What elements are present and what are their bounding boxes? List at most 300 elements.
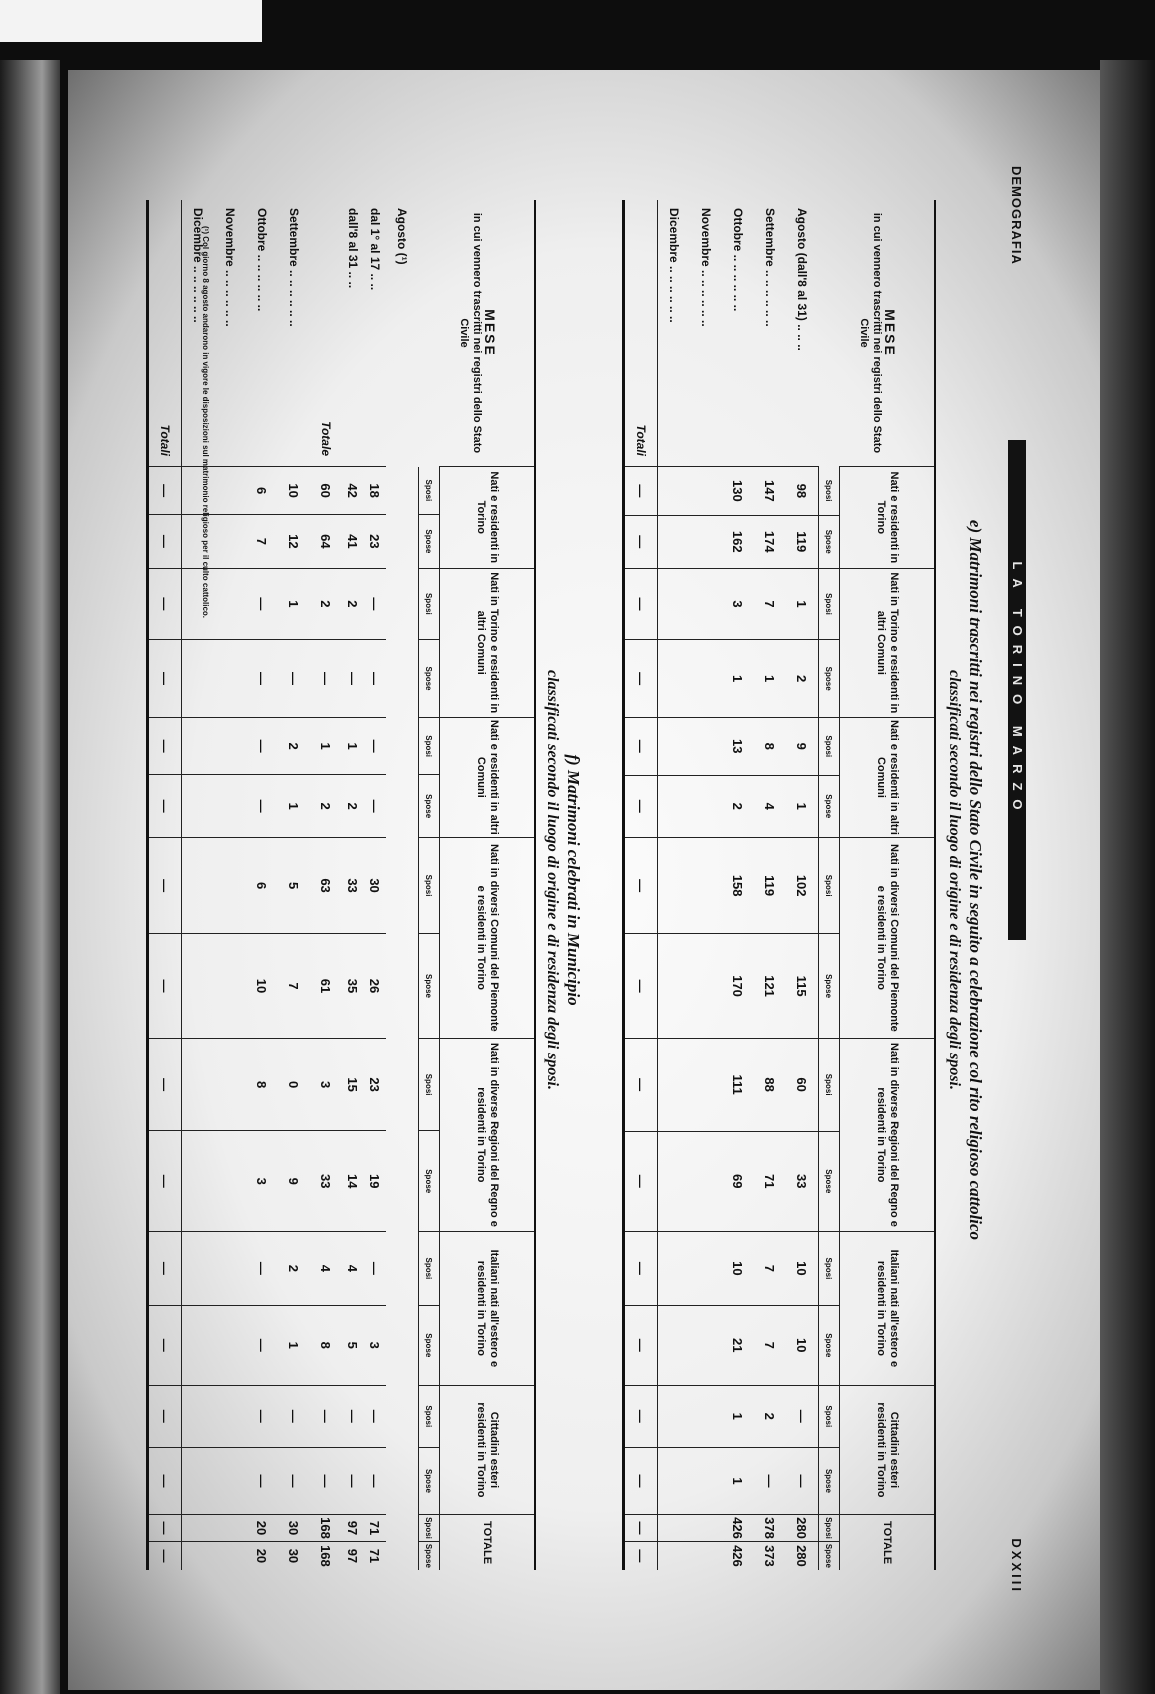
table_e-cell: 1 xyxy=(722,640,754,718)
table-e-title-line2: classificati secondo il luogo di origine e di residenza degli sposi. xyxy=(946,670,963,1090)
table_e-cell xyxy=(690,1541,722,1570)
table_f-cell xyxy=(214,1447,246,1514)
table_f-cell xyxy=(182,837,215,933)
table_f-cell: 30 xyxy=(364,837,386,933)
table_e-cell: — xyxy=(624,568,658,640)
table_f-cell: — xyxy=(148,640,182,718)
table_f-cell xyxy=(182,1447,215,1514)
table_f-cell: 12 xyxy=(278,515,310,568)
table_e-cell: 158 xyxy=(722,837,754,933)
table_e-cell xyxy=(690,775,722,837)
paper-edge xyxy=(0,0,262,42)
table_f-cell: — xyxy=(310,640,342,718)
table_f-cell: 71 xyxy=(364,1541,386,1570)
table_f-cell xyxy=(214,775,246,837)
table_f-cell xyxy=(214,934,246,1038)
table_e-row xyxy=(754,200,786,1570)
table_e-cell: 13 xyxy=(722,717,754,775)
table_f-cell xyxy=(182,775,215,837)
table_f-group-header: Nati in Torino e residenti in altri Comuni xyxy=(440,568,536,717)
table_e-cell: — xyxy=(624,1541,658,1570)
table_e-cell: — xyxy=(624,1305,658,1385)
table_e-cell xyxy=(690,1385,722,1447)
table_f-group-header: Nati in diverse Regioni del Regno e residenti in Torino xyxy=(440,1038,536,1231)
table_e-cell: — xyxy=(624,1447,658,1514)
table_e-cell: 102 xyxy=(786,837,819,933)
table_f-cell: — xyxy=(246,640,278,718)
table_f-cell: 1 xyxy=(278,1305,310,1385)
footnote: (¹) Col giorno 8 agosto andarono in vigore le disposizioni sul matrimonio religioso per il culto cattolico. xyxy=(201,226,210,619)
table_f-cell: — xyxy=(342,640,364,718)
table_f-sposi-header: Sposi xyxy=(419,1385,440,1447)
table_f-cell: 8 xyxy=(246,1038,278,1131)
table_f-cell: — xyxy=(148,1515,182,1542)
table_f-cell xyxy=(182,1515,215,1542)
table_e-cell xyxy=(690,467,722,516)
table_e-sposi-header: Sposi xyxy=(819,467,840,516)
table_e-cell xyxy=(690,1038,722,1131)
table_e-cell: 2 xyxy=(786,640,819,718)
table_e-group-header: Cittadini esteri residenti in Torino xyxy=(840,1385,936,1514)
header-section: DEMOGRAFIA xyxy=(1009,166,1024,265)
table_e-header-row xyxy=(840,200,936,1570)
table_e-cell: 21 xyxy=(722,1305,754,1385)
table_e-sposi-header: Sposi xyxy=(819,1038,840,1131)
table_f-cell: 1 xyxy=(278,568,310,640)
table_e-body xyxy=(624,200,819,1570)
table_f-cell: 23 xyxy=(364,515,386,568)
table_f-cell: — xyxy=(364,568,386,640)
table_e-cell: 10 xyxy=(786,1232,819,1306)
table_f-cell: — xyxy=(278,1385,310,1447)
table_f-cell: 10 xyxy=(246,934,278,1038)
table_f-cell: 23 xyxy=(364,1038,386,1131)
table_f-cell xyxy=(214,1305,246,1385)
table_e-cell: — xyxy=(624,1038,658,1131)
table_e-cell xyxy=(690,934,722,1038)
table_f-cell: — xyxy=(364,775,386,837)
table_e-row-label: Settembre .. .. .. .. .. .. xyxy=(763,208,777,327)
table_e-spose-header: Spose xyxy=(819,1305,840,1385)
table_f-cell: 168 xyxy=(310,1541,342,1570)
table_e-cell xyxy=(658,1385,691,1447)
table_e-group-header: Italiani nati all'estero e residenti in Torino xyxy=(840,1232,936,1386)
table_f-cell: 5 xyxy=(278,837,310,933)
table_e-cell: 170 xyxy=(722,934,754,1038)
table_e-cell: — xyxy=(624,775,658,837)
table_f-sposi-header: Sposi xyxy=(419,1038,440,1131)
table_f-row-label: Ottobre .. .. .. .. .. .. xyxy=(255,208,269,312)
table_f-cell: 61 xyxy=(310,934,342,1038)
table_f-row-label: Dicembre .. .. .. .. .. .. xyxy=(191,208,205,323)
table_f-cell: 2 xyxy=(310,775,342,837)
table_e-group-header: Nati e residenti in altri Comuni xyxy=(840,717,936,837)
table_f-cell: — xyxy=(148,515,182,568)
page-number: DXXIII xyxy=(1009,1538,1024,1594)
table_f-cell: 2 xyxy=(278,717,310,775)
table_e-cell: 130 xyxy=(722,467,754,516)
table_f-cell: — xyxy=(148,1231,182,1305)
table_e-cell xyxy=(658,717,691,775)
table_e-row-label: Ottobre .. .. .. .. .. .. xyxy=(731,208,745,312)
table_f-row-label: Settembre .. .. .. .. .. .. xyxy=(287,208,301,327)
table_e-cell: 426 xyxy=(722,1515,754,1542)
table_f-cell: 19 xyxy=(364,1131,386,1232)
table_e-cell: 69 xyxy=(722,1131,754,1231)
table_e-cell: 71 xyxy=(754,1131,786,1231)
table_f-cell: 2 xyxy=(342,775,364,837)
table_f-cell: 35 xyxy=(342,934,364,1038)
header-banner: LA TORINO MARZO xyxy=(1008,440,1026,940)
table_e-group-header: Nati in Torino e residenti in altri Comuni xyxy=(840,568,936,717)
table_e-cell: 1 xyxy=(754,640,786,718)
table_f-cell: 9 xyxy=(278,1131,310,1232)
table_f-cell xyxy=(182,1231,215,1305)
table_f-cell xyxy=(214,1038,246,1131)
table_e-cell: 2 xyxy=(754,1385,786,1447)
table_e-cell: 426 xyxy=(722,1541,754,1570)
table_f-cell: — xyxy=(246,568,278,640)
table_f-sposi-header: Sposi xyxy=(419,837,440,933)
table_f-cell: — xyxy=(246,775,278,837)
table_e-cell xyxy=(658,775,691,837)
table_f-cell: — xyxy=(148,1038,182,1131)
table_f-cell: — xyxy=(364,640,386,718)
table_f-row xyxy=(310,200,342,1570)
table-e-title-line1: e) Matrimoni trascritti nei registri dello Stato Civile in seguito a celebrazione col rito religioso cattolico xyxy=(966,519,985,1241)
table_e-cell xyxy=(690,1232,722,1306)
table_e-cell xyxy=(690,1447,722,1514)
table_f-cell xyxy=(214,515,246,568)
table_f-cell: — xyxy=(246,1231,278,1305)
table_f-spose-header: Spose xyxy=(419,1541,440,1570)
table_f-cell: 6 xyxy=(246,467,278,515)
table_e-cell xyxy=(690,1131,722,1231)
table_f-cell: 4 xyxy=(342,1231,364,1305)
table_e-cell xyxy=(690,568,722,640)
table_e-cell: 119 xyxy=(754,837,786,933)
table_e-cell: 4 xyxy=(754,775,786,837)
table_f-cell: 97 xyxy=(342,1515,364,1542)
table_f-cell: 2 xyxy=(278,1231,310,1305)
table_e-group-header: Nati in diversi Comuni del Piemonte e residenti in Torino xyxy=(840,837,936,1038)
table_e-cell: 1 xyxy=(786,568,819,640)
table_e-cell: — xyxy=(624,640,658,718)
table_e-spose-header: Spose xyxy=(819,515,840,568)
table_e-cell: 7 xyxy=(754,568,786,640)
table_f-cell: 6 xyxy=(246,837,278,933)
table_e-cell: 119 xyxy=(786,515,819,568)
table_e-row xyxy=(658,200,691,1570)
table_f-cell: 3 xyxy=(246,1131,278,1232)
table_f-cell xyxy=(182,717,215,775)
table_e-cell: 174 xyxy=(754,515,786,568)
table_f-cell xyxy=(214,1385,246,1447)
table_f-cell xyxy=(182,1038,215,1131)
table_e-mese-subtitle: in cui vennero trascritti nei registri dello Stato Civile xyxy=(857,212,883,454)
table_e-cell xyxy=(690,515,722,568)
table_f-cell: — xyxy=(148,467,182,515)
table_f-row-label: Totali xyxy=(148,200,182,467)
table_f-cell: 97 xyxy=(342,1541,364,1570)
table_f-spose-header: Spose xyxy=(419,934,440,1038)
table_e-spose-header: Spose xyxy=(819,934,840,1038)
table_e-cell: 8 xyxy=(754,717,786,775)
table_f-cell: 3 xyxy=(310,1038,342,1131)
table_e-cell: — xyxy=(624,467,658,516)
table_f-spose-header: Spose xyxy=(419,1447,440,1514)
table_f-cell xyxy=(214,1515,246,1542)
table_f-sposi-header: Sposi xyxy=(419,1231,440,1305)
table_e-cell: 1 xyxy=(722,1385,754,1447)
table_f-cell: — xyxy=(148,775,182,837)
table_f-cell: 2 xyxy=(342,568,364,640)
table_f-cell: 3 xyxy=(364,1305,386,1385)
table-f-title xyxy=(542,140,584,1620)
table_f-cell: 1 xyxy=(342,717,364,775)
table_f-cell: 2 xyxy=(310,568,342,640)
table_e-cell xyxy=(658,1515,691,1542)
table_e-cell xyxy=(690,717,722,775)
table_e-cell: 10 xyxy=(722,1232,754,1306)
table_f-row xyxy=(246,200,278,1570)
table_f-cell: — xyxy=(148,1305,182,1385)
table_f-cell: 30 xyxy=(278,1515,310,1542)
rotated-content xyxy=(157,140,1028,1620)
table_f-cell: 5 xyxy=(342,1305,364,1385)
table_f-cell: — xyxy=(278,640,310,718)
table_f-row xyxy=(214,200,246,1570)
table_e-cell xyxy=(658,1232,691,1306)
table_e-row-label: Agosto (dall'8 al 31) .. .. .. xyxy=(795,208,810,351)
table_e-cell: — xyxy=(624,1232,658,1306)
table_e-cell: — xyxy=(786,1447,819,1514)
table_e-row xyxy=(690,200,722,1570)
table_f-cell: — xyxy=(342,1447,364,1514)
table_e-sposi-header: Sposi xyxy=(819,568,840,640)
table_e-row xyxy=(624,200,658,1570)
table_e-cell: — xyxy=(624,515,658,568)
table_e-cell xyxy=(658,467,691,516)
table_f-sposi-header: Sposi xyxy=(419,568,440,640)
table_e-group-header: TOTALE xyxy=(840,1515,936,1570)
table_f-mese-title: MESE xyxy=(481,309,498,357)
table_f-row xyxy=(342,200,364,1570)
table_f-cell xyxy=(214,837,246,933)
table_f-cell: — xyxy=(310,1447,342,1514)
right-margin-shadow xyxy=(1100,60,1155,1694)
table_f-cell: — xyxy=(364,717,386,775)
table_e-cell xyxy=(658,837,691,933)
table_f-cell: 60 xyxy=(310,467,342,515)
table_e-cell: 162 xyxy=(722,515,754,568)
table_f-cell: — xyxy=(364,1385,386,1447)
table_e-cell: — xyxy=(624,1385,658,1447)
table_e-row-label: Novembre .. .. .. .. .. .. xyxy=(699,208,713,327)
table_e-cell: 280 xyxy=(786,1515,819,1542)
table_e-cell: — xyxy=(624,1515,658,1542)
table_e-cell xyxy=(658,640,691,718)
table_f-cell: 1 xyxy=(310,717,342,775)
table_f-cell: — xyxy=(310,1385,342,1447)
table_f-spose-header: Spose xyxy=(419,775,440,837)
table_e-spose-header: Spose xyxy=(819,1447,840,1514)
table-f-title-line2: classificati secondo il luogo di origine e di residenza degli sposi. xyxy=(544,670,561,1090)
table_e-cell: — xyxy=(624,717,658,775)
table_e-cell: 121 xyxy=(754,934,786,1038)
table_f-cell: — xyxy=(148,717,182,775)
table_e-spose-header: Spose xyxy=(819,640,840,718)
table_e-cell: — xyxy=(624,837,658,933)
table-e xyxy=(622,200,936,1570)
table_e-cell: 33 xyxy=(786,1131,819,1231)
table_e-cell: 111 xyxy=(722,1038,754,1131)
table_e-head xyxy=(819,200,936,1570)
table_e-cell: 9 xyxy=(786,717,819,775)
table_e-cell: 10 xyxy=(786,1305,819,1385)
table_e-group-header: Nati in diverse Regioni del Regno e residenti in Torino xyxy=(840,1038,936,1231)
table_e-cell xyxy=(690,1515,722,1542)
table_f-cell xyxy=(214,717,246,775)
table_f-spose-header: Spose xyxy=(419,1305,440,1385)
table_f-group-header: Italiani nati all'estero e residenti in Torino xyxy=(440,1231,536,1385)
table_e-cell xyxy=(658,1447,691,1514)
table_f-cell: 15 xyxy=(342,1038,364,1131)
table_e-cell xyxy=(658,1038,691,1131)
table_f-cell: 10 xyxy=(278,467,310,515)
table_f-cell xyxy=(214,1231,246,1305)
table_f-cell: — xyxy=(246,1447,278,1514)
table_f-cell: — xyxy=(364,1231,386,1305)
table_e-cell xyxy=(690,837,722,933)
table_e-row-label: Totali xyxy=(624,200,658,467)
table_f-cell: 33 xyxy=(342,837,364,933)
table_f-row-label: Novembre .. .. .. .. .. .. xyxy=(223,208,237,327)
table_f-cell: 71 xyxy=(364,1515,386,1542)
table_f-row-label: Totale xyxy=(319,421,333,456)
table-e-title xyxy=(944,140,986,1620)
table_e-cell: 378 xyxy=(754,1515,786,1542)
table_f-cell: — xyxy=(246,717,278,775)
table_f-cell: 168 xyxy=(310,1515,342,1542)
table_f-cell: — xyxy=(246,1385,278,1447)
table_e-cell xyxy=(690,640,722,718)
table_e-cell: 60 xyxy=(786,1038,819,1131)
table_e-cell xyxy=(690,1305,722,1385)
table_e-cell: — xyxy=(754,1447,786,1514)
table_e-sposi-header: Sposi xyxy=(819,1232,840,1306)
table_f-cell: 0 xyxy=(278,1038,310,1131)
table_f-cell: 30 xyxy=(278,1541,310,1570)
table_f-sposi-header: Sposi xyxy=(419,717,440,775)
table_f-cell: — xyxy=(148,1447,182,1514)
table_e-sposi-header: Sposi xyxy=(819,1515,840,1542)
book-page xyxy=(68,70,1128,1690)
table_e-row xyxy=(786,200,819,1570)
table_f-sposi-header: Sposi xyxy=(419,1515,440,1542)
table_f-cell: — xyxy=(246,1305,278,1385)
table_f-cell xyxy=(182,1131,215,1232)
table_f-cell: — xyxy=(148,837,182,933)
table_f-cell xyxy=(214,640,246,718)
table_f-cell: 8 xyxy=(310,1305,342,1385)
table_e-cell: 373 xyxy=(754,1541,786,1570)
table_e-cell: 3 xyxy=(722,568,754,640)
table_f-cell: 26 xyxy=(364,934,386,1038)
table_e-cell: 280 xyxy=(786,1541,819,1570)
table_f-head xyxy=(419,200,536,1570)
table_f-row-label: dall'8 al 31 .. .. xyxy=(346,208,360,289)
table_f-row xyxy=(148,200,182,1570)
table_e-cell xyxy=(658,1541,691,1570)
table_f-cell: — xyxy=(148,1131,182,1232)
table_f-group-header: Nati in diversi Comuni del Piemonte e residenti in Torino xyxy=(440,837,536,1038)
table_e-cell xyxy=(658,1305,691,1385)
table_f-cell: 14 xyxy=(342,1131,364,1232)
table_f-group-header: Cittadini esteri residenti in Torino xyxy=(440,1385,536,1514)
left-margin-shadow xyxy=(0,60,60,1694)
table_f-header-row xyxy=(440,200,536,1570)
table_f-cell xyxy=(182,640,215,718)
table_f-cell: 64 xyxy=(310,515,342,568)
table_e-mese-title: MESE xyxy=(881,309,898,357)
table_f-cell: 41 xyxy=(342,515,364,568)
table_f-cell: — xyxy=(148,934,182,1038)
table_f-cell: 63 xyxy=(310,837,342,933)
table_f-agosto-row xyxy=(386,200,419,1570)
table_e-cell: — xyxy=(624,1131,658,1231)
table_e-cell xyxy=(658,934,691,1038)
table_f-cell: 20 xyxy=(246,1541,278,1570)
table_f-cell: — xyxy=(364,1447,386,1514)
table_e-mese-header xyxy=(819,200,936,467)
table_f-cell xyxy=(182,1385,215,1447)
table_f-group-header: Nati e residenti in altri Comuni xyxy=(440,717,536,837)
table_e-cell: 98 xyxy=(786,467,819,516)
table_f-mese-subtitle: in cui vennero trascritti nei registri dello Stato Civile xyxy=(457,212,483,454)
table_f-row xyxy=(364,200,386,1570)
table_e-cell: — xyxy=(786,1385,819,1447)
table_f-body xyxy=(148,200,419,1570)
table_f-sposi-header: Sposi xyxy=(419,467,440,515)
table_e-group-header: Nati e residenti in Torino xyxy=(840,467,936,569)
table_f-cell: — xyxy=(148,1385,182,1447)
table_e-cell: 88 xyxy=(754,1038,786,1131)
table_e-spose-header: Spose xyxy=(819,775,840,837)
table_f-cell: — xyxy=(148,568,182,640)
table_e-cell: 2 xyxy=(722,775,754,837)
table_f-cell xyxy=(214,1131,246,1232)
table_f-cell xyxy=(182,1305,215,1385)
table_f-cell: 20 xyxy=(246,1515,278,1542)
table_f-cell: 42 xyxy=(342,467,364,515)
table_e-cell: — xyxy=(624,934,658,1038)
table-f-title-line1: f) Matrimoni celebrati in Municipio xyxy=(564,754,583,1006)
table_f-cell: — xyxy=(148,1541,182,1570)
table_e-cell xyxy=(658,1131,691,1231)
table_f-cell: 1 xyxy=(278,775,310,837)
table_e-row-label: Dicembre .. .. .. .. .. .. xyxy=(667,208,681,323)
table_e-cell xyxy=(658,515,691,568)
table_f-spose-header: Spose xyxy=(419,515,440,568)
table_f-cell xyxy=(214,467,246,515)
table_e-cell: 147 xyxy=(754,467,786,516)
table_f-cell: — xyxy=(342,1385,364,1447)
table_f-spose-header: Spose xyxy=(419,640,440,718)
table_f-cell xyxy=(182,934,215,1038)
table_e-sposi-header: Sposi xyxy=(819,837,840,933)
table_e-cell: 1 xyxy=(786,775,819,837)
